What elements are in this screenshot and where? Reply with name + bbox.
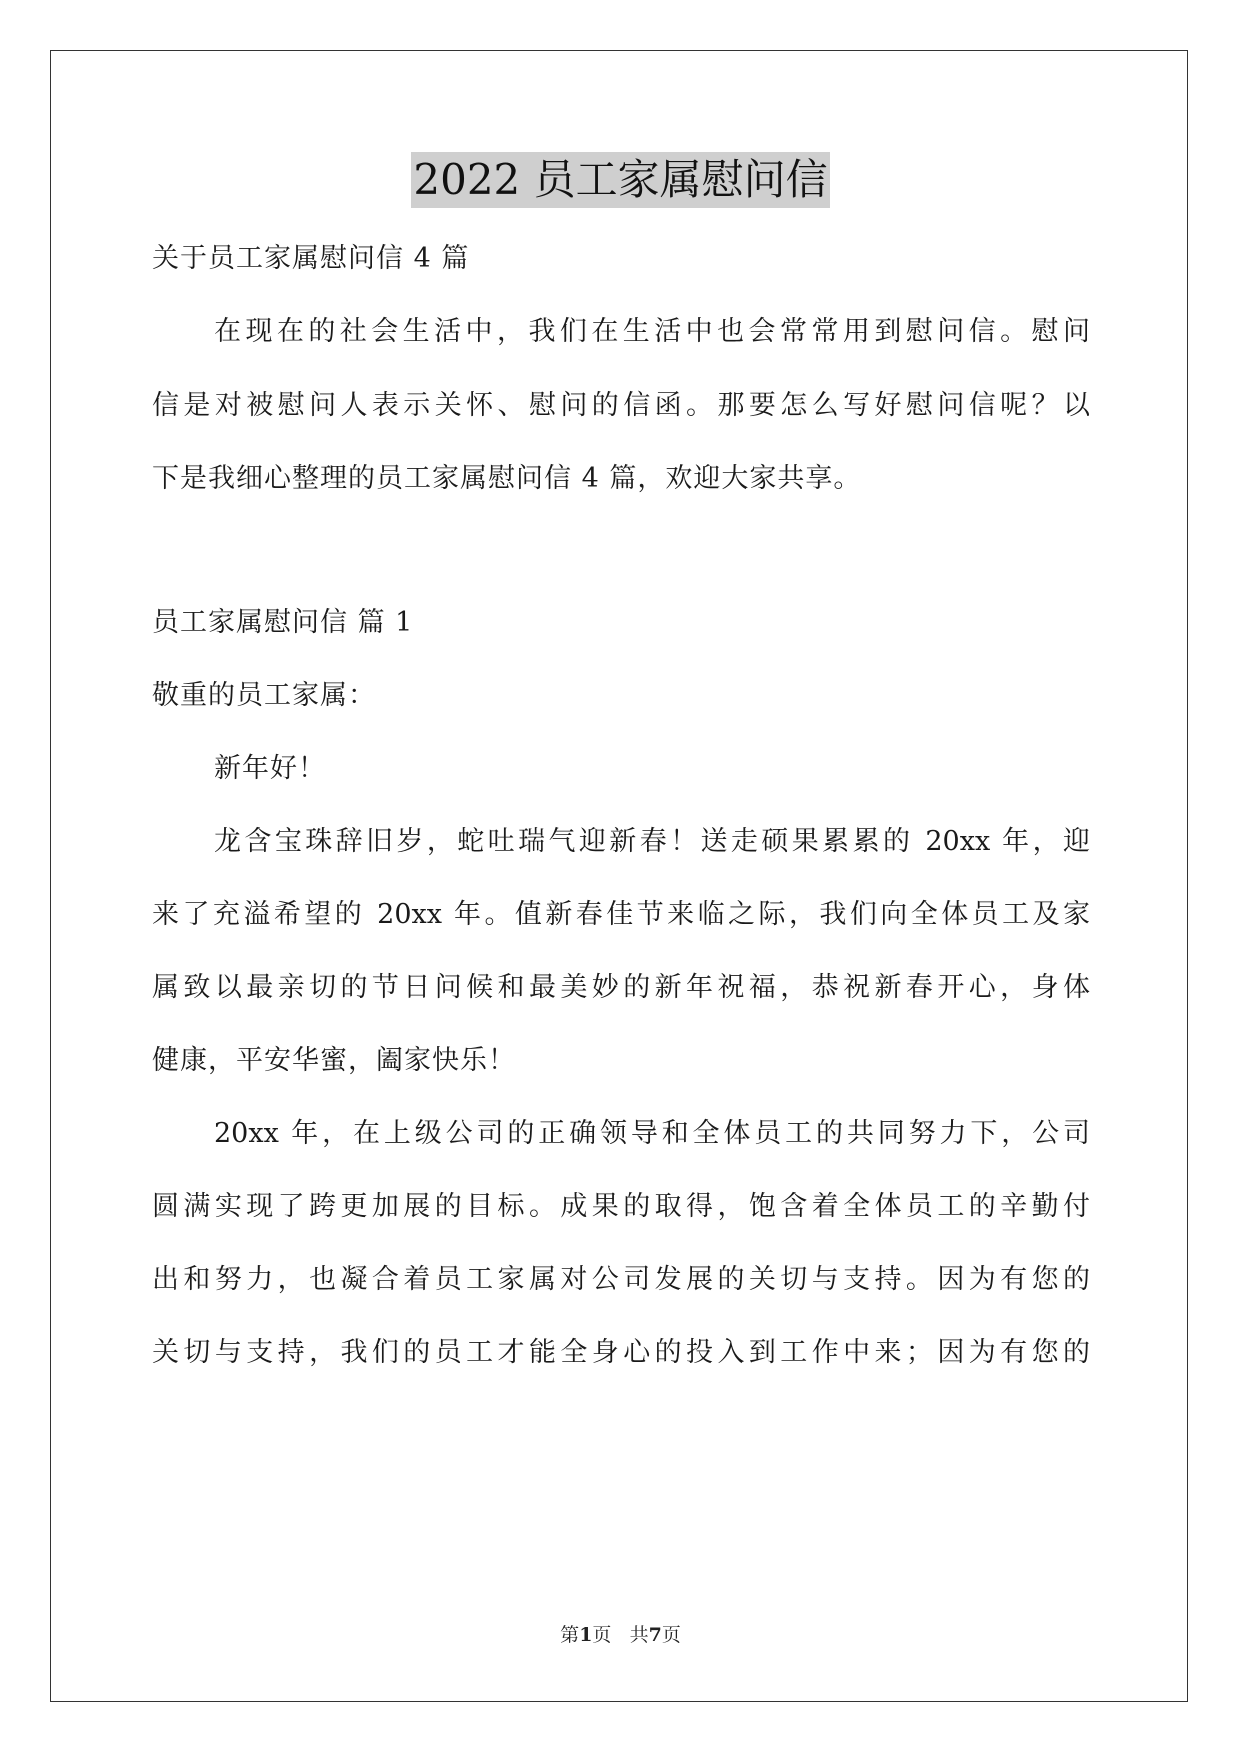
page-suffix: 页: [592, 1624, 612, 1646]
para1-line-1: 龙含宝珠辞旧岁，蛇吐瑞气迎新春！送走硕果累累的 20xx 年，迎: [214, 826, 1090, 857]
page-number: [560, 1624, 611, 1646]
intro-line-1: 在现在的社会生活中，我们在生活中也会常常用到慰问信。慰问: [214, 316, 1090, 347]
total-prefix: 共: [629, 1624, 649, 1646]
para2-line-1: 20xx 年，在上级公司的正确领导和全体员工的共同努力下，公司: [214, 1118, 1090, 1149]
para2-line-3: 出和努力，也凝合着员工家属对公司发展的关切与支持。因为有您的: [152, 1264, 1090, 1295]
title-container: [0, 152, 1241, 208]
para1-line-4: 健康，平安华蜜，阖家快乐！: [152, 1045, 516, 1076]
section-heading: 员工家属慰问信 篇 1: [152, 607, 414, 638]
salutation: 敬重的员工家属：: [152, 680, 376, 711]
para1-line-3: 属致以最亲切的节日问候和最美妙的新年祝福，恭祝新春开心，身体: [152, 972, 1090, 1003]
page-footer: [0, 1622, 1241, 1648]
total-suffix: 页: [661, 1624, 681, 1646]
document-title: 2022 员工家属慰问信: [411, 152, 829, 208]
greeting: 新年好！: [214, 753, 326, 784]
para1-line-2: 来了充溢希望的 20xx 年。值新春佳节来临之际，我们向全体员工及家: [152, 899, 1090, 930]
intro-line-2: 信是对被慰问人表示关怀、慰问的信函。那要怎么写好慰问信呢？以: [152, 390, 1090, 421]
page-border: [50, 50, 1188, 1702]
page-total: [630, 1624, 681, 1646]
para2-line-4: 关切与支持，我们的员工才能全身心的投入到工作中来；因为有您的: [152, 1337, 1090, 1368]
intro-line-3: 下是我细心整理的员工家属慰问信 4 篇，欢迎大家共享。: [152, 463, 862, 494]
para2-line-2: 圆满实现了跨更加展的目标。成果的取得，饱含着全体员工的辛勤付: [152, 1191, 1090, 1222]
document-subtitle: 关于员工家属慰问信 4 篇: [152, 243, 470, 274]
page-total-count: 7: [648, 1624, 662, 1646]
page-current: 1: [579, 1624, 593, 1646]
page-prefix: 第: [560, 1624, 580, 1646]
